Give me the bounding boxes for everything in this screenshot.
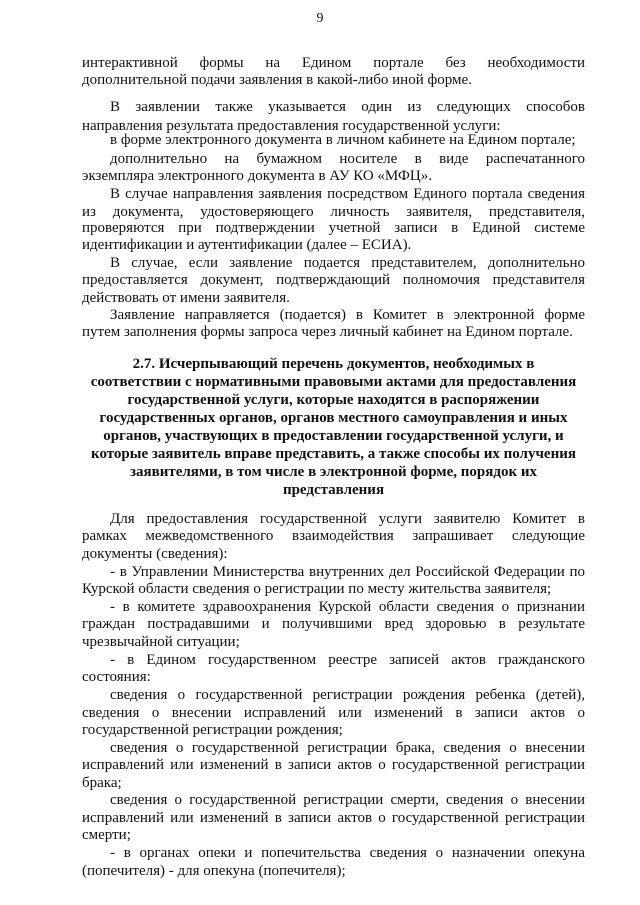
paragraph-line: интерактивной формы на Едином портале без необходимости xyxy=(82,55,585,71)
paragraph-line: предоставляется документ, подтверждающий полномочия представителя xyxy=(82,272,585,288)
paragraph-line: сведения о государственной регистрации рождения ребенка (детей), xyxy=(110,687,585,703)
paragraph-line: - в Управлении Министерства внутренних дел Российской Федерации по xyxy=(110,564,585,580)
section-heading-line: заявителями, в том числе в электронной форме, порядок их xyxy=(129,464,538,480)
paragraph-line: из документа, удостоверяющего личность заявителя, представителя, xyxy=(82,204,585,220)
paragraph-line: чрезвычайной ситуации; xyxy=(82,634,240,650)
section-heading-line: государственных органов, органов местного самоуправления и иных xyxy=(99,410,568,426)
section-heading-line: 2.7. Исчерпывающий перечень документов, необходимых в xyxy=(132,356,535,372)
paragraph-line: исправлений или изменений в записи актов о государственной регистрации xyxy=(82,810,585,826)
paragraph-line: В заявлении также указывается один из следующих способов xyxy=(110,99,585,115)
section-heading-line: которые заявитель вправе представить, а также способы их получения xyxy=(91,446,576,462)
paragraph-line: сведения о государственной регистрации смерти, сведения о внесении xyxy=(110,792,585,808)
paragraph-line: - в органах опеки и попечительства сведения о назначении опекуна xyxy=(110,845,585,861)
paragraph-line: сведения о внесении исправлений или изменений в записи актов о xyxy=(82,705,585,721)
paragraph-line: в форме электронного документа в личном кабинете на Едином портале; xyxy=(110,132,576,148)
paragraph-line: идентификации и аутентификации (далее – ЕСИА). xyxy=(82,237,412,253)
section-heading-line: соответствии с нормативными правовыми актами для предоставления xyxy=(90,374,577,390)
section-heading-line: представления xyxy=(282,482,385,498)
paragraph-line: состояния: xyxy=(82,669,151,685)
paragraph-line: действовать от имени заявителя. xyxy=(82,290,290,306)
paragraph-line: - в Едином государственном реестре записей актов гражданского xyxy=(110,652,585,668)
paragraph-line: государственной регистрации рождения; xyxy=(82,722,343,738)
page-number: 9 xyxy=(316,11,324,26)
paragraph-line: экземпляра электронного документа в АУ КО «МФЦ». xyxy=(82,168,432,184)
paragraph-line: Для предоставления государственной услуги заявителю Комитет в xyxy=(110,511,585,527)
paragraph-line: В случае направления заявления посредством Единого портала сведения xyxy=(110,186,585,202)
paragraph-line: сведения о государственной регистрации брака, сведения о внесении xyxy=(110,740,585,756)
paragraph-line: (попечителя) - для опекуна (попечителя); xyxy=(82,863,346,879)
paragraph-line: проверяются при подтверждении учетной записи в Единой системе xyxy=(82,220,585,236)
paragraph-line: Заявление направляется (подается) в Комитет в электронной форме xyxy=(110,307,585,323)
paragraph-line: В случае, если заявление подается представителем, дополнительно xyxy=(110,255,585,271)
paragraph-line: документы (сведения): xyxy=(82,546,228,562)
paragraph-line: граждан пострадавшими и получившими вред здоровью в результате xyxy=(82,616,585,632)
paragraph-line: Курской области сведения о регистрации по месту жительства заявителя; xyxy=(82,581,552,597)
paragraph-line: рамках межведомственного взаимодействия запрашивает следующие xyxy=(82,528,585,544)
paragraph-line: смерти; xyxy=(82,827,131,843)
paragraph-line: - в комитете здравоохранения Курской области сведения о признании xyxy=(110,599,585,615)
paragraph-line: дополнительной подачи заявления в какой-либо иной форме. xyxy=(82,72,472,88)
paragraph-line: дополнительно на бумажном носителе в виде распечатанного xyxy=(110,151,585,167)
paragraph-line: направления результата предоставления государственной услуги: xyxy=(82,118,501,134)
section-heading-line: государственной услуги, которые находятся в распоряжении xyxy=(127,392,540,408)
paragraph-line: исправлений или изменений в записи актов о государственной регистрации xyxy=(82,757,585,773)
paragraph-line: путем заполнения формы запроса через личный кабинет на Едином портале. xyxy=(82,324,573,340)
paragraph-line: брака; xyxy=(82,775,122,791)
section-heading-line: органов, участвующих в предоставлении государственной услуги, и xyxy=(103,428,564,444)
